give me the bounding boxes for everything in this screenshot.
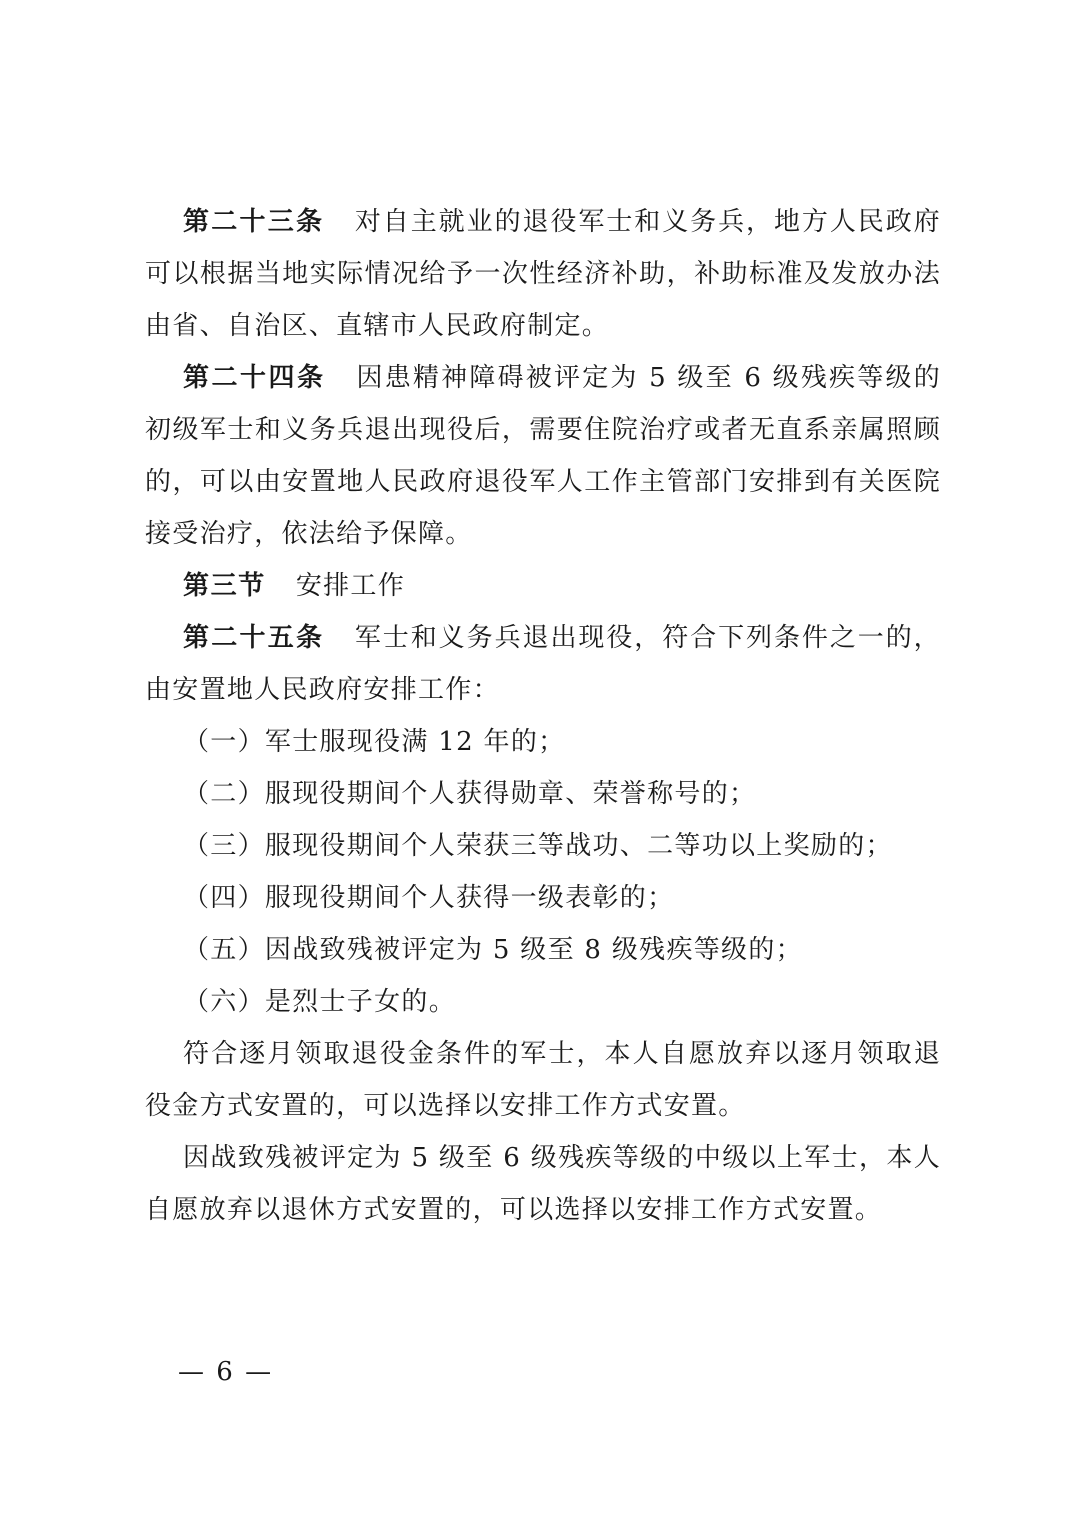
list-item: （三）服现役期间个人荣获三等战功、二等功以上奖励的； bbox=[183, 831, 893, 861]
section-title: 安排工作 bbox=[295, 571, 406, 601]
list-item: （五）因战致残被评定为 5 级至 8 级残疾等级的； bbox=[183, 935, 803, 965]
article-heading: 第二十四条 bbox=[183, 363, 326, 393]
paragraph: 符合逐月领取退役金条件的军士，本人自愿放弃以逐月领取退役金方式安置的，可以选择以安排工作方式安置。 bbox=[145, 1039, 941, 1121]
list-item: （一）军士服现役满 12 年的； bbox=[183, 727, 566, 757]
article-heading: 第二十五条 bbox=[183, 623, 325, 653]
article-text: 军士和义务兵退出现役，符合下列条件之一的，由安置地人民政府安排工作： bbox=[145, 623, 941, 705]
article-text: 因患精神障碍被评定为 5 级至 6 级残疾等级的初级军士和义务兵退出现役后，需要住院治疗或者无直系亲属照顾的，可以由安置地人民政府退役军人工作主管部门安排到有关医院接受治疗，依法给予保障。 bbox=[145, 363, 941, 549]
list-item: （六）是烈士子女的。 bbox=[183, 987, 457, 1017]
section-heading: 第三节 bbox=[183, 571, 266, 601]
article-23 bbox=[145, 196, 941, 352]
page-number: — 6 — bbox=[178, 1357, 274, 1387]
article-heading: 第二十三条 bbox=[183, 207, 325, 237]
document-body bbox=[145, 196, 941, 1236]
paragraph: 因战致残被评定为 5 级至 6 级残疾等级的中级以上军士，本人自愿放弃以退休方式安置的，可以选择以安排工作方式安置。 bbox=[145, 1143, 941, 1225]
list-item: （二）服现役期间个人获得勋章、荣誉称号的； bbox=[183, 779, 757, 809]
article-25 bbox=[145, 612, 941, 716]
article-24 bbox=[145, 352, 941, 560]
list-item: （四）服现役期间个人获得一级表彰的； bbox=[183, 883, 675, 913]
section-3 bbox=[145, 560, 941, 612]
article-text: 对自主就业的退役军士和义务兵，地方人民政府可以根据当地实际情况给予一次性经济补助，补助标准及发放办法由省、自治区、直辖市人民政府制定。 bbox=[145, 207, 941, 341]
